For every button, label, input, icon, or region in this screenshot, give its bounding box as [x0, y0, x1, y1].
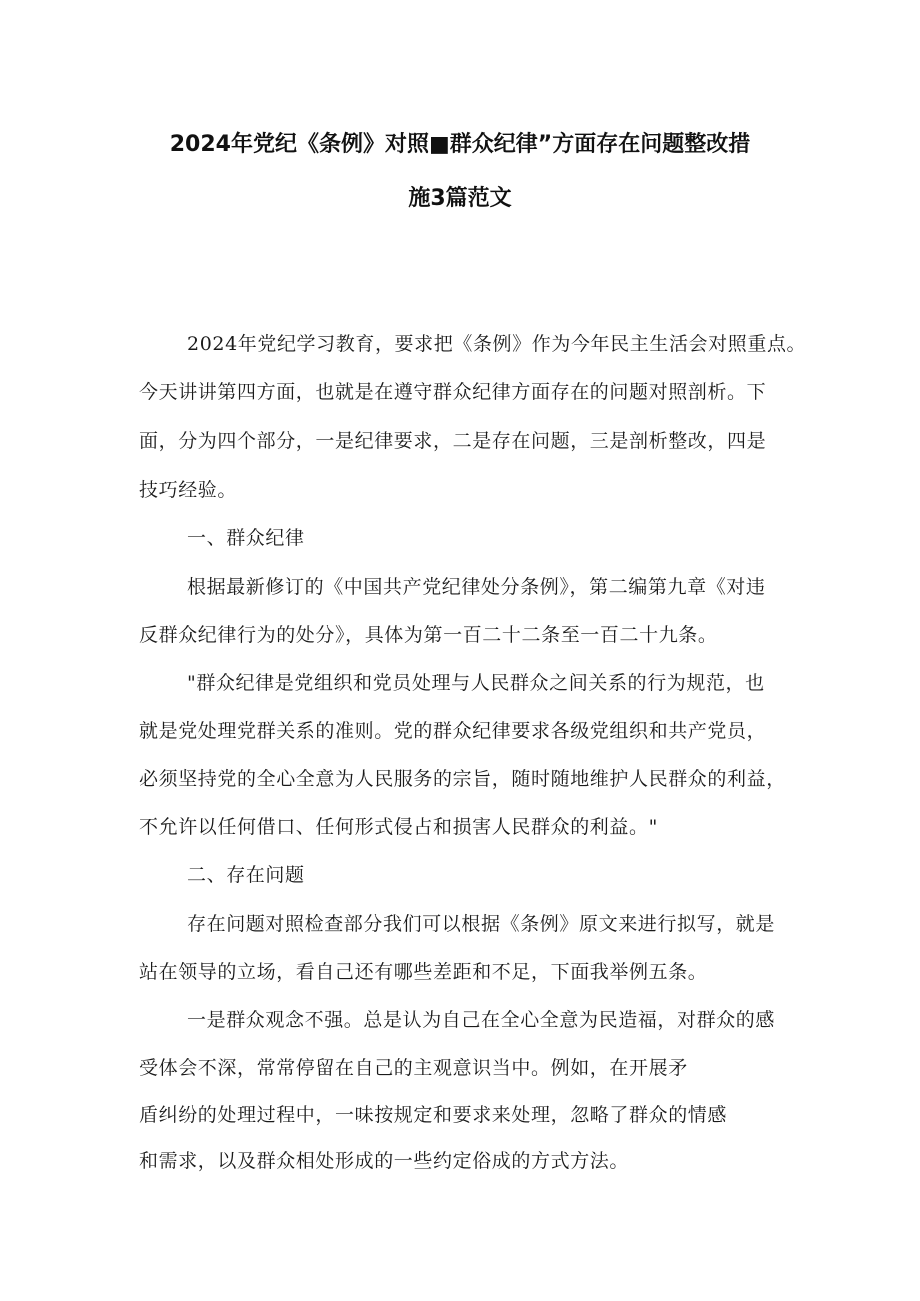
paragraph-line: 根据最新修订的《中国共产党纪律处分条例》，第二编第九章《对违: [187, 576, 766, 598]
paragraph-line: 一是群众观念不强。总是认为自己在全心全意为民造福，对群众的感: [187, 1009, 776, 1031]
paragraph-line: 受体会不深，常常停留在自己的主观意识当中。例如，在开展矛: [139, 1057, 688, 1079]
paragraph-line: 今天讲讲第四方面，也就是在遵守群众纪律方面存在的问题对照剖析。下: [139, 381, 767, 403]
section-heading: 一、群众纪律: [187, 527, 305, 549]
paragraph-line: 2024年党纪学习教育，要求把《条例》作为今年民主生活会对照重点。: [187, 333, 807, 355]
quote-line: 不允许以任何借口、任何形式侵占和损害人民群众的利益。": [139, 816, 658, 838]
document-title-line-1: 2024年党纪《条例》对照■群众纪律”方面存在问题整改措: [169, 132, 751, 157]
section-heading: 二、存在问题: [187, 864, 305, 886]
paragraph-line: 面，分为四个部分，一是纪律要求，二是存在问题，三是剖析整改，四是: [139, 430, 767, 452]
paragraph-line: 站在领导的立场，看自己还有哪些差距和不足，下面我举例五条。: [139, 961, 708, 983]
paragraph-line: 反群众纪律行为的处分》，具体为第一百二十二条至一百二十九条。: [139, 624, 718, 646]
document-title-line-2: 施3篇范文: [408, 186, 512, 211]
paragraph-line: 存在问题对照检查部分我们可以根据《条例》原文来进行拟写，就是: [187, 913, 776, 935]
paragraph-line: 和需求，以及群众相处形成的一些约定俗成的方式方法。: [139, 1150, 630, 1172]
paragraph-line: 技巧经验。: [139, 479, 238, 501]
quote-line: 必须坚持党的全心全意为人民服务的宗旨，随时随地维护人民群众的利益，: [139, 768, 786, 790]
paragraph-line: 盾纠纷的处理过程中，一味按规定和要求来处理，忽略了群众的情感: [139, 1104, 728, 1126]
quote-line: 就是党处理党群关系的准则。党的群众纪律要求各级党组织和共产党员，: [139, 720, 767, 742]
quote-line: "群众纪律是党组织和党员处理与人民群众之间关系的行为规范，也: [187, 672, 765, 694]
